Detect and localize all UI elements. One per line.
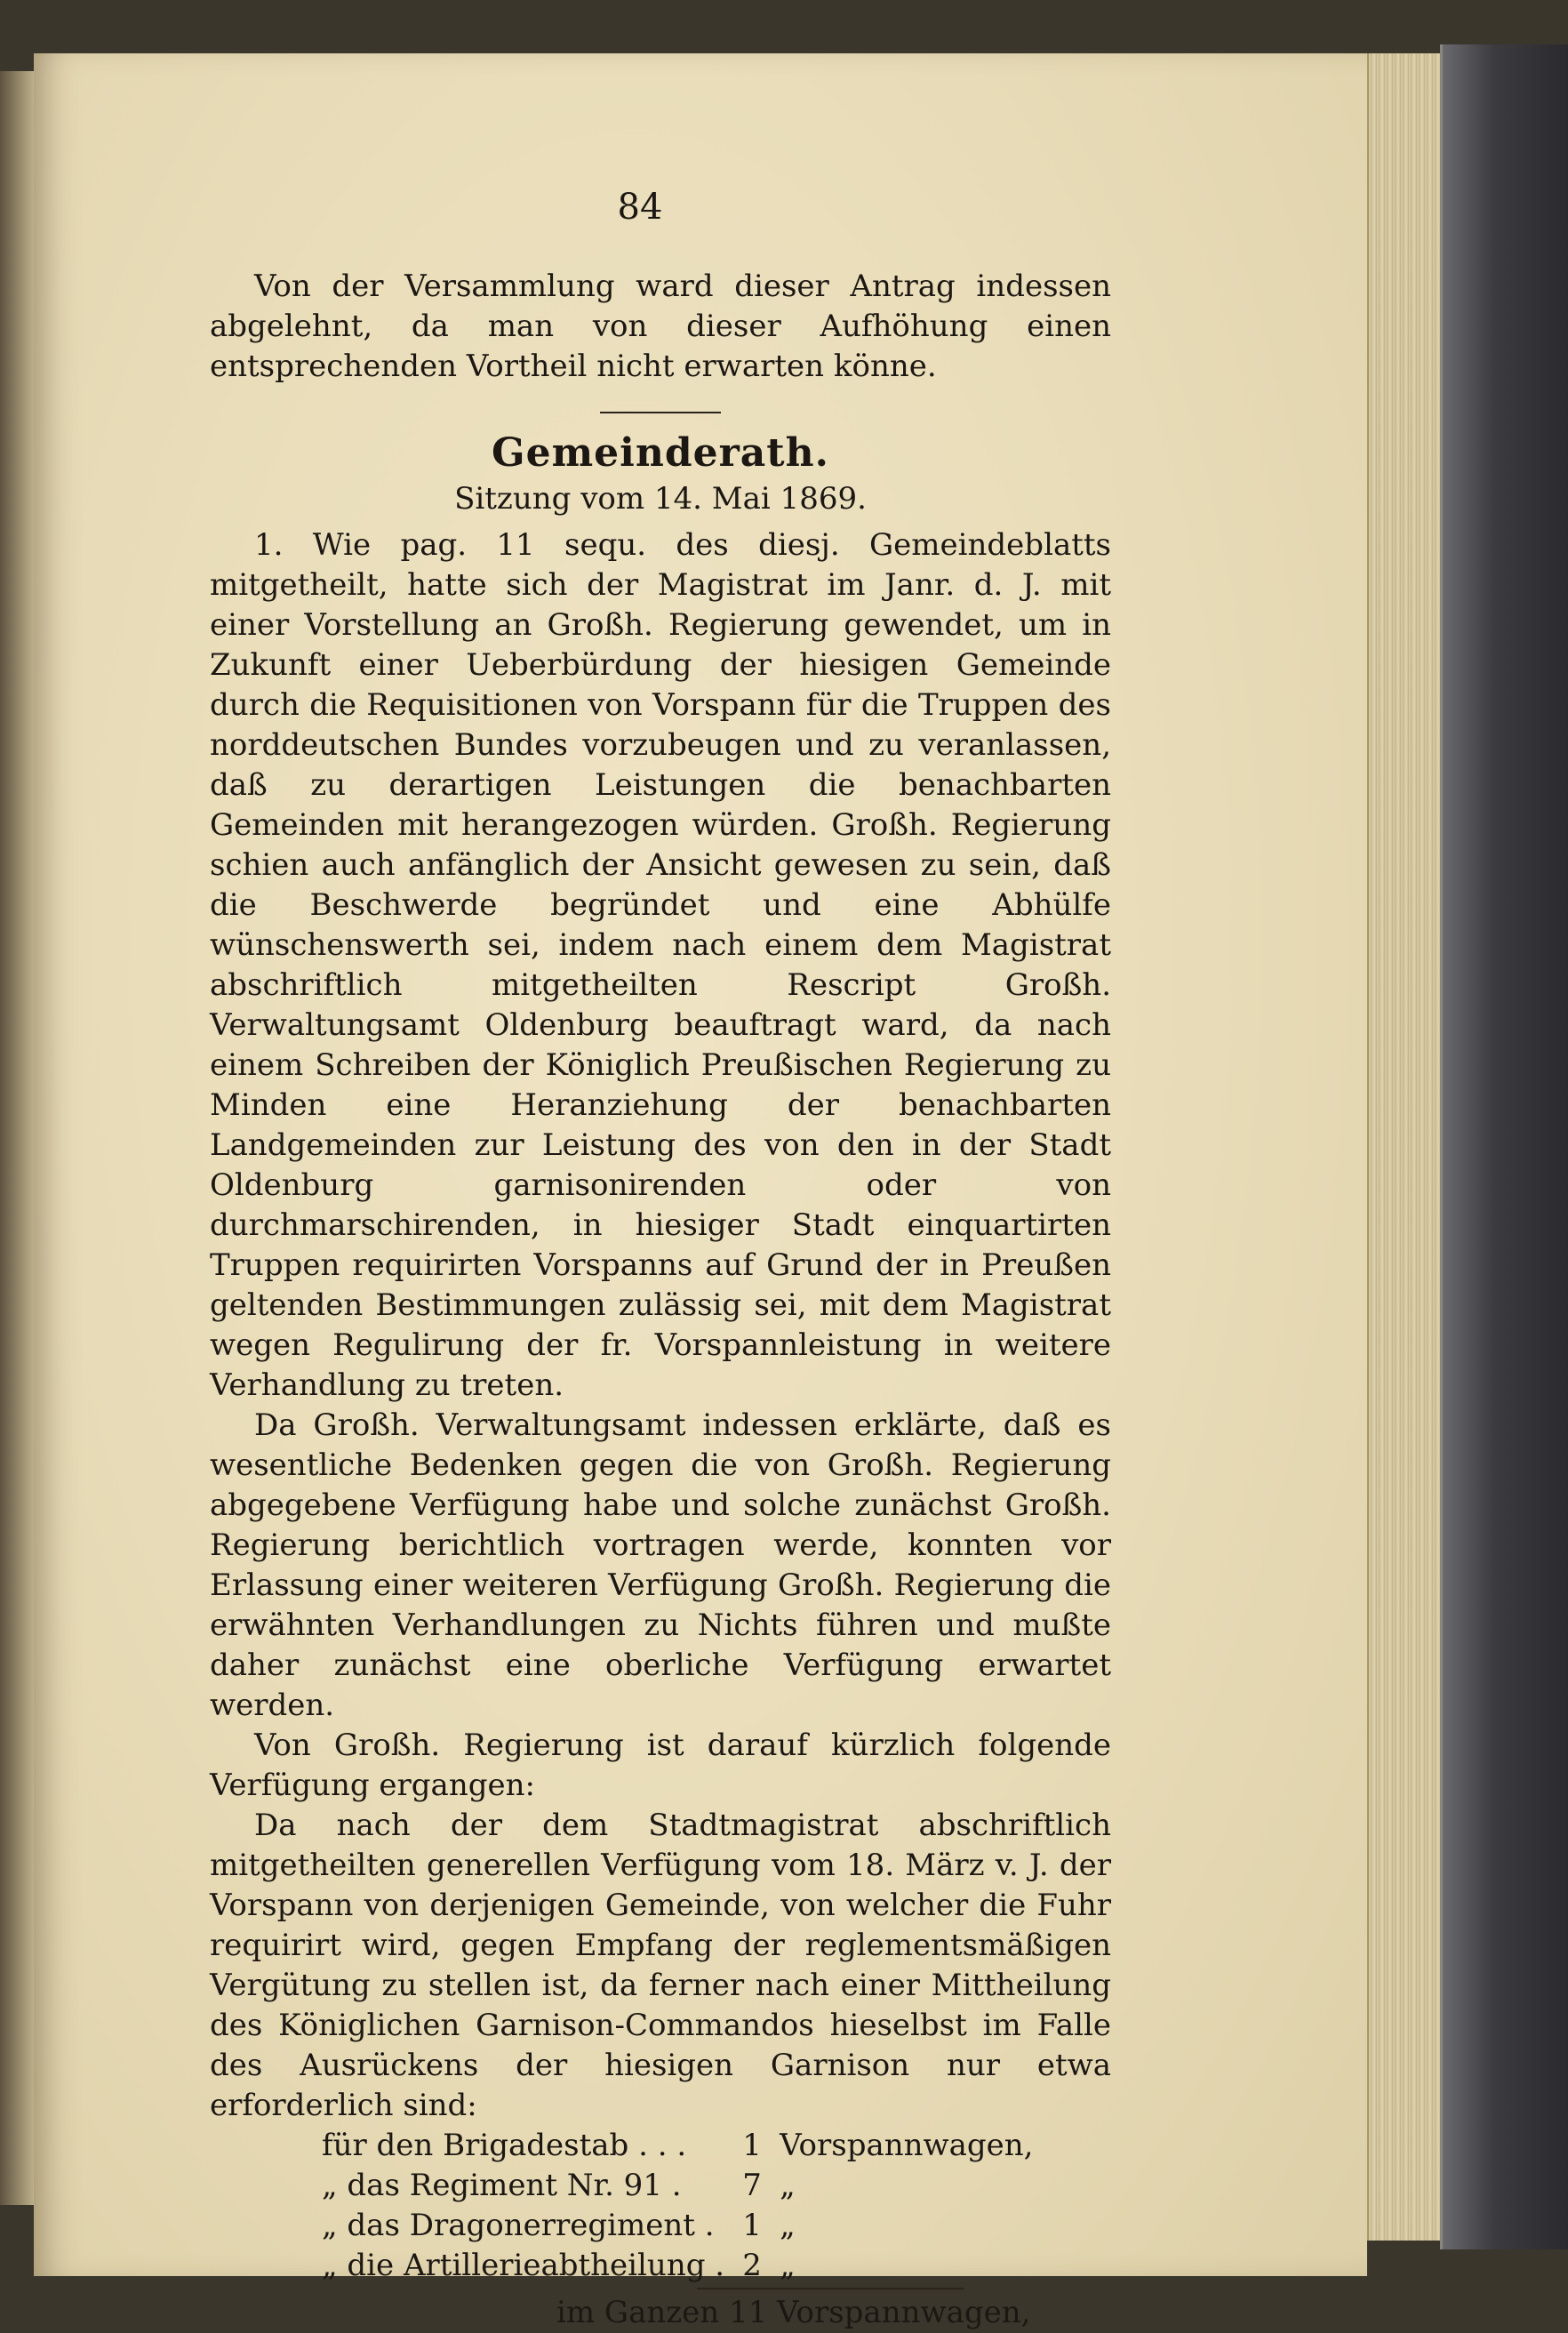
session-line: Sitzung vom 14. Mai 1869. [454, 481, 867, 517]
intro-paragraph: Von der Versammlung ward dieser Antrag indessen abgelehnt, da man von dieser Aufhöhung einen entsprechenden Vortheil nicht erwarten könne. [210, 269, 1111, 384]
unit-count: 1 [742, 2208, 762, 2243]
paragraph-3: Von Großh. Regierung ist darauf kürzlich folgende Verfügung ergangen: [210, 1728, 1111, 1803]
table-row [315, 2166, 1041, 2206]
table-row [315, 2126, 1041, 2166]
unit-count: 1 [742, 2128, 762, 2163]
quoted-paragraph: Da nach der dem Stadtmagistrat abschriftlich mitgetheilten generellen Verfügung vom 18. März v. J. der Vorspann von derjenigen Gemeinde, von welcher die Fuhr requirirt wird, gegen Empfang der reglementsmäßigen Vergütung zu stellen ist, da ferner nach einer Mittheilung des Königlichen Garnison-Commandos hieselbst im Falle des Ausrückens der hiesigen Garnison nur etwa erforderlich sind: [210, 1808, 1111, 2123]
unit-count: 7 [742, 2168, 762, 2203]
unit-label: „ [780, 2248, 796, 2283]
unit-name: für den Brigadestab . . . [322, 2128, 687, 2163]
page-number: 84 [617, 187, 663, 228]
table-row [315, 2206, 1041, 2246]
unit-name: „ die Artillerieabtheilung . [322, 2248, 725, 2283]
paragraph-2: Da Großh. Verwaltungsamt indessen erklärte, daß es wesentliche Bedenken gegen die von Großh. Regierung abgegebene Verfügung habe und solche zunächst Großh. Regierung berichtlich vortragen werde, konnten vor Erlassung einer weiteren Verfügung Großh. Regierung die erwähnten Verhandlungen zu Nichts führen und mußte daher zunächst eine oberliche Verfügung erwartet werden. [210, 1407, 1111, 1723]
unit-count: 2 [742, 2248, 762, 2283]
page-text [210, 267, 1111, 2333]
vehicle-table [315, 2126, 1041, 2286]
paragraph-1: 1. Wie pag. 11 sequ. des diesj. Gemeindeblatts mitgetheilt, hatte sich der Magistrat im Janr. d. J. mit einer Vorstellung an Großh. Regierung gewendet, um in Zukunft einer Ueberbürdung der hiesigen Gemeinde durch die Requisitionen von Vorspann für die Truppen des norddeutschen Bundes vorzubeugen und zu veranlassen, daß zu derartigen Leistungen die benachbarten Gemeinden mit herangezogen würden. Großh. Regierung schien auch anfänglich der Ansicht gewesen zu sein, daß die Beschwerde begründet und eine Abhülfe wünschenswerth sei, indem nach einem dem Magistrat abschriftlich mitgetheilten Rescript Großh. Verwaltungsamt Oldenburg beauftragt ward, da nach einem Schreiben der Königlich Preußischen Regierung zu Minden eine Heranziehung der benachbarten Landgemeinden zur Leistung des von den in der Stadt Oldenburg garnisonirenden oder von durchmarschirenden, in hiesiger Stadt einquartirten Truppen requirirten Vorspanns auf Grund der in Preußen geltenden Bestimmungen zulässig sei, mit dem Magistrat wegen Regulirung der fr. Vorspannleistung in weitere Verhandlung zu treten. [210, 527, 1111, 1403]
unit-name: „ das Regiment Nr. 91 . [322, 2168, 682, 2203]
book-cover [1440, 44, 1568, 2249]
section-heading: Gemeinderath. [492, 430, 829, 476]
unit-label: Vorspannwagen, [780, 2128, 1034, 2163]
total-line: im Ganzen 11 Vorspannwagen, [556, 2295, 1031, 2330]
unit-label: „ [780, 2208, 796, 2243]
unit-name: „ das Dragonerregiment . [322, 2208, 715, 2243]
unit-label: „ [780, 2168, 796, 2203]
table-row [315, 2246, 1041, 2286]
sum-rule [697, 2288, 964, 2289]
section-divider [600, 412, 721, 413]
